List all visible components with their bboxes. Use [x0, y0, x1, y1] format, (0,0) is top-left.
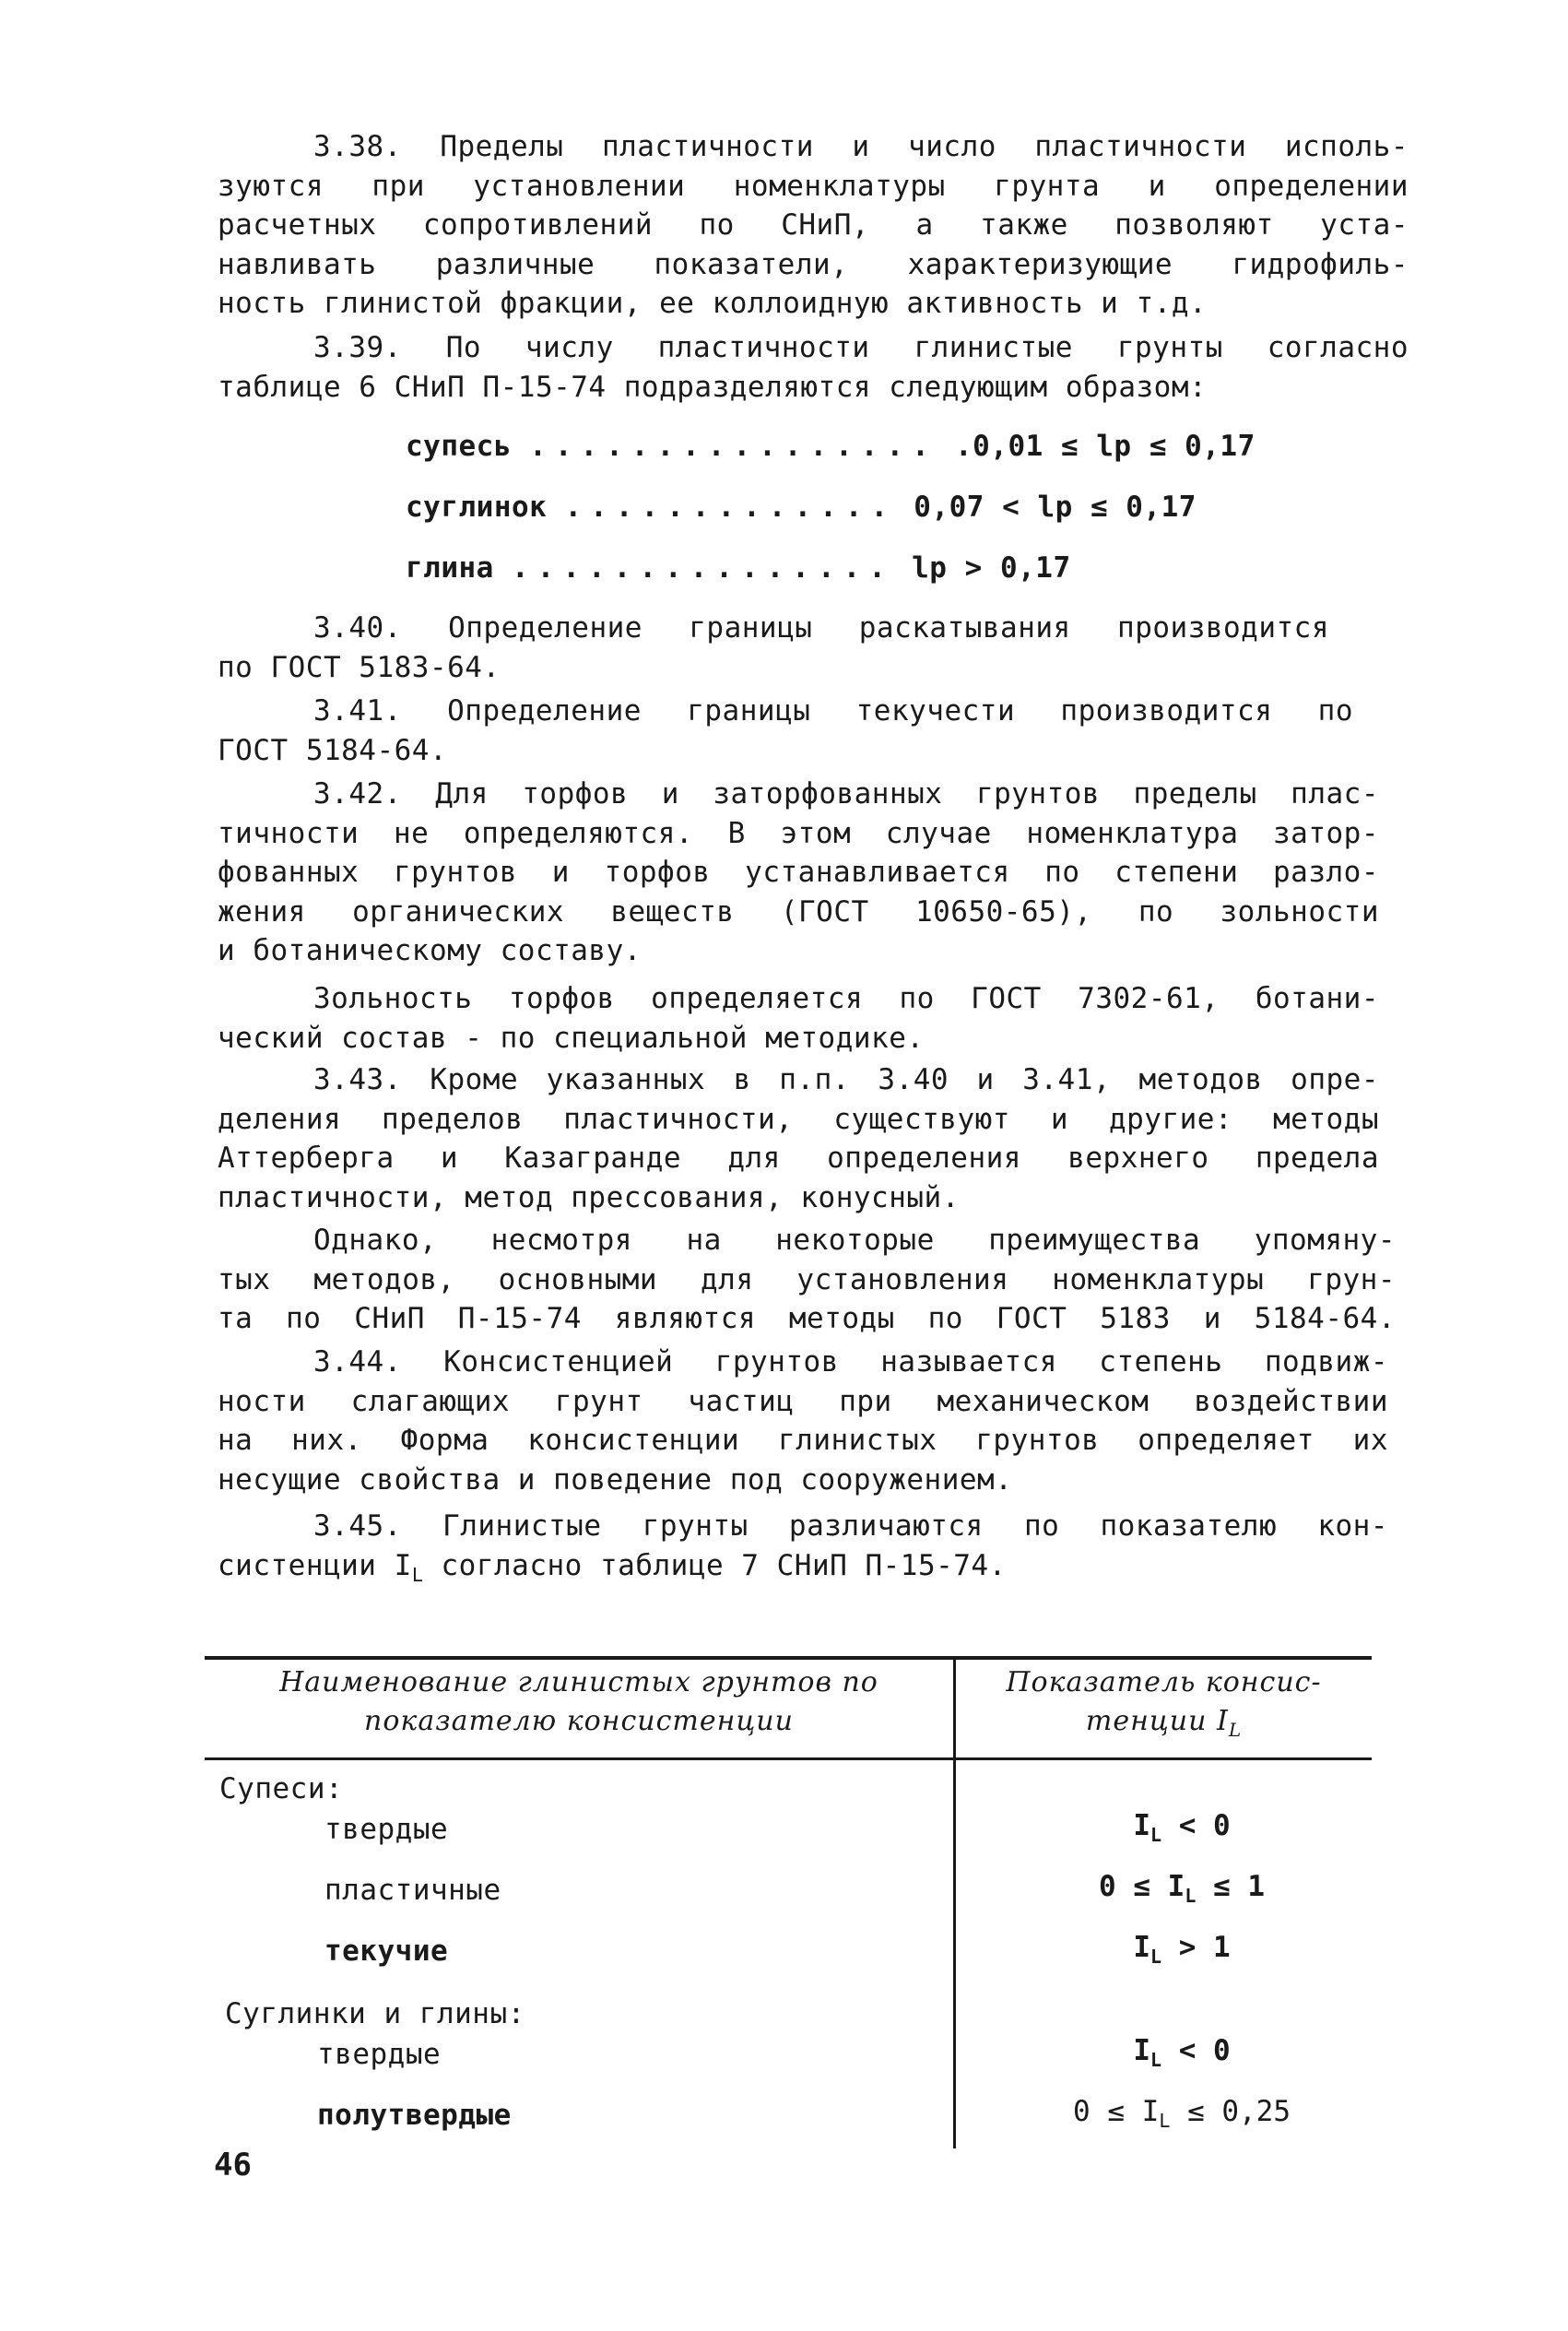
paragraph-3-39	[218, 328, 1409, 407]
table-header-name	[205, 1663, 953, 1741]
text-line: по ГОСТ 5183-64.	[218, 650, 501, 684]
table-row-value: $I_L < 0$	[1133, 1809, 1231, 1847]
table-row-name: пластичные	[324, 1874, 501, 1907]
text-line: та по СНиП П-15-74 являются методы по ГОСТ 5183 и 5184-64.	[218, 1302, 1396, 1336]
classification-suglinok	[406, 491, 1197, 524]
paragraph-3-45	[218, 1507, 1388, 1594]
plasticity-range: .0,01 ≤ lp ≤ 0,17	[954, 430, 1256, 463]
paragraph-3-43	[218, 1060, 1379, 1217]
text-line: зуются при установлении номенклатуры грунта и определении	[218, 169, 1409, 203]
text-line: 3.40. Определение границы раскатывания производится	[313, 611, 1329, 645]
table-row-value: $0 \le I_L \le 1$	[1098, 1870, 1266, 1908]
text-line: 3.43. Кроме указанных в п.п. 3.40 и 3.41, методов опре-	[313, 1063, 1379, 1096]
text-line: навливать различные показатели, характеризующие гидрофиль-	[218, 247, 1409, 281]
classification-glina	[406, 551, 1071, 585]
table-row-value: $I_L < 0$	[1133, 2034, 1231, 2072]
table-row-name: полутвердые	[317, 2099, 512, 2132]
text-line: ческий состав - по специальной методике.	[218, 1021, 925, 1055]
table-group-loams-clays: Суглинки и глины:	[225, 1997, 525, 2030]
table-row-value: $I_L > 1$	[1133, 1931, 1231, 1969]
table-group-supes: Супеси:	[219, 1772, 344, 1805]
table-header-index	[956, 1663, 1372, 1749]
leader-dots: ...............	[512, 551, 894, 585]
leader-dots: .............	[564, 491, 897, 524]
page-number: 46	[214, 2147, 252, 2183]
table-top-rule	[205, 1656, 1372, 1660]
header-line: Наименование глинистых грунтов по	[279, 1666, 878, 1698]
text-line: несущие свойства и поведение под сооружением.	[218, 1462, 1013, 1497]
table-row-name: твердые	[324, 1813, 449, 1846]
paragraph-3-41	[218, 692, 1353, 770]
paragraph-3-44	[218, 1343, 1388, 1499]
soil-name: суглинок	[406, 491, 548, 524]
text-line: таблице 6 СНиП П-15-74 подразделяются следующим образом:	[218, 370, 1208, 404]
text-line: 3.38. Пределы пластичности и число пластичности исполь-	[313, 130, 1409, 163]
text-line: 3.44. Консистенцией грунтов называется степень подвиж-	[313, 1345, 1388, 1378]
soil-name: глина	[406, 551, 494, 585]
leader-dots: ................	[529, 430, 937, 463]
paragraph-3-40	[218, 609, 1329, 687]
text-line: 3.45. Глинистые грунты различаются по показателю кон-	[313, 1509, 1388, 1543]
classification-supes	[406, 430, 1256, 463]
text-line: 3.39. По числу пластичности глинистые грунты согласно	[313, 331, 1409, 364]
text-line: 3.41. Определение границы текучести производится по	[313, 694, 1353, 728]
text-line: на них. Форма консистенции глинистых грунтов определяет их	[218, 1424, 1388, 1458]
plasticity-range: 0,07 < lp ≤ 0,17	[914, 491, 1197, 524]
text-line: тичности не определяются. В этом случае номенклатура затор-	[218, 816, 1379, 850]
text-line: 3.42. Для торфов и заторфованных грунтов пределы плас-	[313, 777, 1379, 811]
paragraph-however	[218, 1221, 1396, 1339]
header-line: показателю консистенции	[364, 1705, 794, 1737]
table-row-name: текучие	[324, 1935, 449, 1968]
text-line: ГОСТ 5184-64.	[218, 733, 448, 767]
text-line: ность глинистой фракции, ее коллоидную активность и т.д.	[218, 287, 1208, 321]
table-row-value: $0 \le I_L \le 0,25$	[1072, 2095, 1291, 2133]
header-line: Показатель консис-	[1006, 1666, 1322, 1698]
text-line: Аттерберга и Казагранде для определения верхнего предела	[218, 1142, 1379, 1176]
text-line: расчетных сопротивлений по СНиП, а также позволяют уста-	[218, 208, 1409, 243]
text-line: деления пределов пластичности, существуют и другие: методы	[218, 1102, 1379, 1136]
text-line: пластичности, метод прессования, конусный.	[218, 1180, 960, 1214]
text-line: фованных грунтов и торфов устанавливается по степени разло-	[218, 856, 1379, 890]
text-line: Однако, несмотря на некоторые преимущества упомяну-	[313, 1224, 1396, 1257]
text-line: тых методов, основными для установления номенклатуры грун-	[218, 1262, 1396, 1296]
text-line: жения органических веществ (ГОСТ 10650-65), по зольности	[218, 894, 1379, 929]
text-line: и ботаническому составу.	[218, 934, 642, 968]
header-line: тенции $I_L$	[1085, 1705, 1243, 1741]
paragraph-3-38	[218, 127, 1409, 324]
table-row-name: твердые	[317, 2038, 442, 2071]
soil-name: супесь	[406, 430, 512, 463]
paragraph-3-42	[218, 775, 1379, 971]
text-line: ности слагающих грунт частиц при механическом воздействии	[218, 1384, 1388, 1418]
text-line: систенции $I_L$ согласно таблице 7 СНиП П-15-74.	[218, 1548, 1007, 1586]
text-line: Зольность торфов определяется по ГОСТ 7302-61, ботани-	[313, 982, 1379, 1015]
paragraph-ash-content	[218, 979, 1379, 1058]
table-header-rule	[205, 1757, 1372, 1760]
plasticity-range: lp > 0,17	[912, 551, 1071, 585]
